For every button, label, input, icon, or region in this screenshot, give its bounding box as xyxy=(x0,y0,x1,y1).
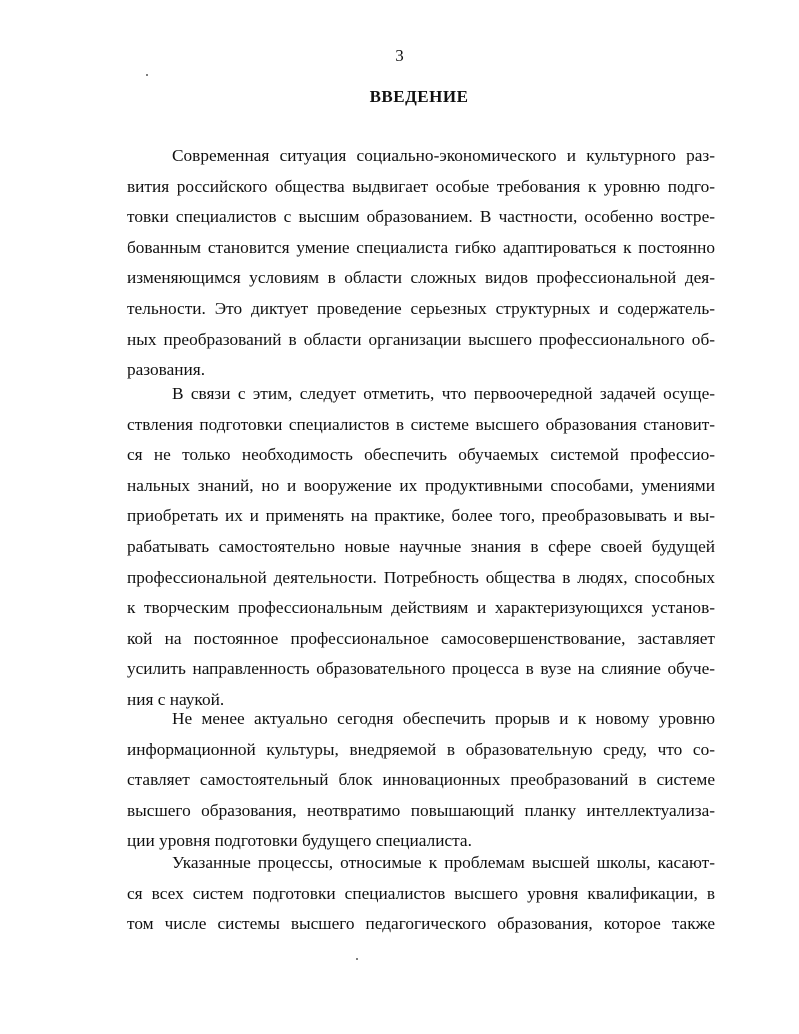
paragraph-4 xyxy=(127,848,715,940)
paragraph-1 xyxy=(127,141,715,386)
paragraph-line: разования. xyxy=(127,360,206,380)
paragraph-line: том числе системы высшего педагогического образования, которое также xyxy=(127,914,715,934)
paragraph-line: усилить направленность образовательного процесса в вузе на слияние обуче- xyxy=(127,659,715,679)
paragraph-line: тельности. Это диктует проведение серьезных структурных и содержатель- xyxy=(127,298,715,318)
paragraph-line: ставляет самостоятельный блок инновационных преобразований в системе xyxy=(127,770,715,790)
paragraph-line: вития российского общества выдвигает особые требования к уровню подго- xyxy=(127,176,715,196)
paragraph-line: к творческим профессиональным действиям и характеризующихся установ- xyxy=(127,598,715,618)
paragraph-line: изменяющимся условиям в области сложных видов профессиональной дея- xyxy=(127,268,715,288)
paragraph-line: Указанные процессы, относимые к проблемам высшей школы, касают- xyxy=(172,853,715,872)
page-number: 3 xyxy=(395,46,404,65)
paragraph-line: ствления подготовки специалистов в системе высшего образования становит- xyxy=(127,414,715,434)
paragraph-line: профессиональной деятельности. Потребность общества в людях, способных xyxy=(127,567,715,587)
paragraph-line: высшего образования, неотвратимо повышающий планку интеллектуализа- xyxy=(127,800,715,820)
paragraph-line: рабатывать самостоятельно новые научные знания в сфере своей будущей xyxy=(127,536,715,556)
paragraph-line: ся всех систем подготовки специалистов высшего уровня квалификации, в xyxy=(127,883,715,903)
scan-speck xyxy=(356,958,358,960)
paragraph-line: В связи с этим, следует отметить, что первоочередной задачей осуще- xyxy=(172,384,715,403)
paragraph-line: Не менее актуально сегодня обеспечить прорыв и к новому уровню xyxy=(172,709,715,728)
paragraph-line: бованным становится умение специалиста гибко адаптироваться к постоянно xyxy=(127,237,715,257)
section-title: ВВЕДЕНИЕ xyxy=(369,87,469,106)
paragraph-3 xyxy=(127,704,715,857)
scan-speck xyxy=(146,74,148,76)
paragraph-line: ных преобразований в области организации высшего профессионального об- xyxy=(127,329,715,349)
paragraph-line: нальных знаний, но и вооружение их продуктивными способами, умениями xyxy=(127,475,715,495)
paragraph-line: Современная ситуация социально-экономического и культурного раз- xyxy=(172,146,715,165)
paragraph-line: ся не только необходимость обеспечить обучаемых системой профессио- xyxy=(127,445,715,465)
paragraph-line: приобретать их и применять на практике, более того, преобразовывать и вы- xyxy=(127,506,715,526)
paragraph-line: ции уровня подготовки будущего специалиста. xyxy=(127,831,472,851)
paragraph-line: кой на постоянное профессиональное самосовершенствование, заставляет xyxy=(127,628,715,648)
paragraph-2 xyxy=(127,379,715,716)
paragraph-line: ния с наукой. xyxy=(127,689,225,709)
paragraph-line: товки специалистов с высшим образованием. В частности, особенно востре- xyxy=(127,207,715,227)
paragraph-line: информационной культуры, внедряемой в образовательную среду, что со- xyxy=(127,739,715,759)
